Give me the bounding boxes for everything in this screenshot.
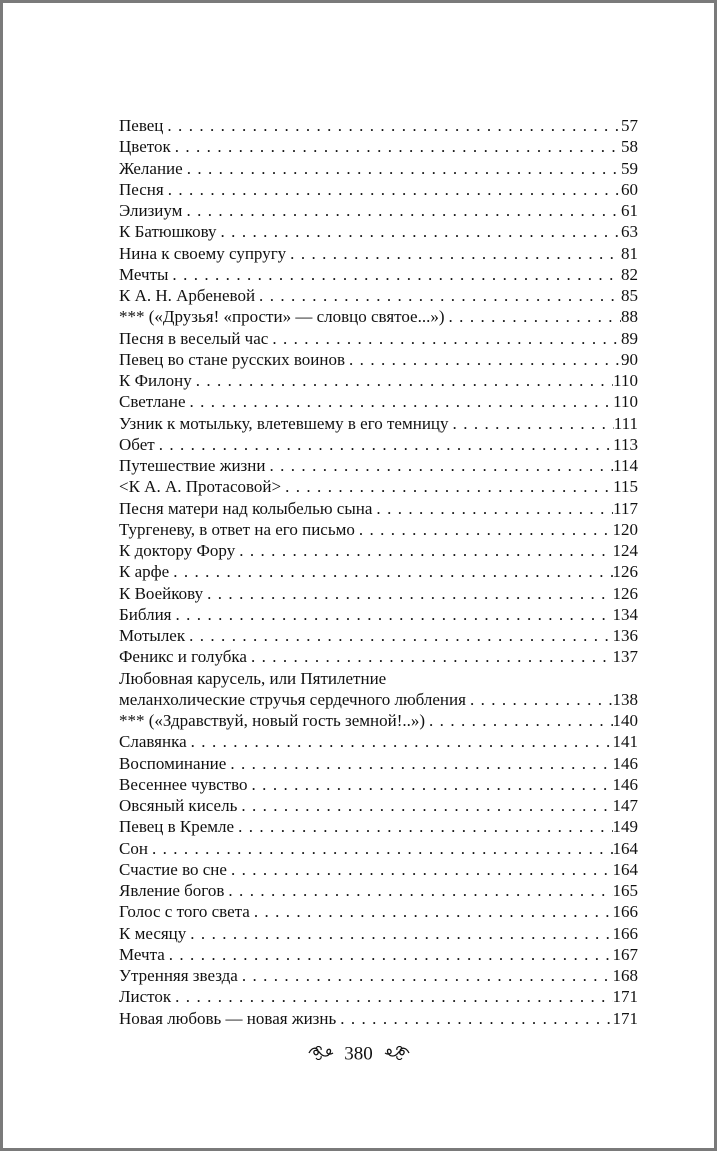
toc-entry-title: Узник к мотыльку, влетевшему в его темницу: [119, 413, 449, 433]
dot-leader: [224, 880, 612, 901]
toc-entry-page: 164: [612, 859, 638, 879]
dot-leader: [250, 901, 613, 922]
toc-entry-title: К месяцу: [119, 923, 187, 943]
dot-leader: [268, 328, 621, 349]
toc-entry: [119, 221, 638, 242]
toc-entry: [119, 434, 638, 455]
dot-leader: [226, 753, 612, 774]
toc-entry: [119, 540, 638, 561]
dot-leader: [168, 264, 621, 285]
toc-entry: [119, 965, 638, 986]
toc-entry-title: Цветок: [119, 137, 171, 157]
toc-entry: [119, 370, 638, 391]
toc-entry-title: Голос с того света: [119, 902, 250, 922]
dot-leader: [425, 710, 612, 731]
toc-entry-page: 63: [621, 222, 638, 242]
toc-entry: [119, 646, 638, 667]
toc-entry: [119, 774, 638, 795]
toc-entry-title: Листок: [119, 987, 172, 1007]
toc-entry: [119, 413, 638, 434]
dot-leader: [217, 221, 621, 242]
dot-leader: [183, 158, 621, 179]
toc-entry: [119, 158, 638, 179]
toc-entry: [119, 328, 638, 349]
toc-entry: [119, 753, 638, 774]
toc-entry-page: 57: [621, 116, 638, 135]
toc-entry-page: 134: [612, 604, 638, 624]
dot-leader: [466, 689, 613, 710]
dot-leader: [281, 476, 613, 497]
dot-leader: [345, 349, 621, 370]
toc-entry-page: 120: [612, 519, 638, 539]
toc-entry-title: Певец: [119, 116, 164, 135]
toc-entry-title-line2: меланхолические стручья сердечного любления: [119, 689, 466, 709]
dot-leader: [286, 243, 621, 264]
toc-entry-title: Песня матери над колыбелью сына: [119, 498, 373, 518]
toc-entry: [119, 795, 638, 816]
toc-entry-title: К арфе: [119, 562, 170, 582]
toc-entry-page: 58: [621, 137, 638, 157]
toc-entry-multiline: [119, 668, 638, 711]
toc-entry: [119, 710, 638, 731]
dot-leader: [355, 519, 613, 540]
toc-entry-title: Сон: [119, 838, 148, 858]
toc-entry-title: Библия: [119, 604, 172, 624]
toc-entry: [119, 625, 638, 646]
toc-entry-title: Светлане: [119, 392, 186, 412]
toc-entry: [119, 731, 638, 752]
dot-leader: [171, 986, 612, 1007]
dot-leader: [164, 179, 621, 200]
dot-leader: [187, 731, 613, 752]
toc-entry-title: Воспоминание: [119, 753, 227, 773]
dot-leader: [155, 434, 613, 455]
toc-entry: [119, 391, 638, 412]
toc-entry-title: К А. Н. Арбеневой: [119, 286, 256, 305]
toc-entry-page: 165: [612, 881, 638, 900]
toc-entry-title: К доктору Фору: [119, 541, 236, 560]
toc-entry-page: 85: [621, 286, 638, 305]
toc-entry: [119, 561, 638, 582]
dot-leader: [234, 816, 612, 837]
toc-entry-page: 146: [612, 753, 638, 773]
toc-entry: [119, 498, 638, 519]
toc-entries-group: [119, 115, 638, 668]
toc-entry: [119, 476, 638, 497]
dot-leader: [192, 370, 613, 391]
toc-entry: [119, 115, 638, 136]
toc-entry: [119, 264, 638, 285]
dot-leader: [255, 285, 621, 306]
toc-entry-title: Утренняя звезда: [119, 966, 238, 985]
toc-entry-line2: [119, 689, 638, 710]
toc-entry-page: 168: [612, 966, 638, 985]
dot-leader: [238, 965, 613, 986]
toc-entry: [119, 838, 638, 859]
toc-entry: [119, 519, 638, 540]
toc-entry-title: Феникс и голубка: [119, 647, 247, 667]
toc-entry-title: Певец в Кремле: [119, 817, 235, 837]
toc-entry-page: 126: [612, 562, 638, 582]
page-number: 380: [344, 1043, 373, 1065]
toc-entry-title: Новая любовь — новая жизнь: [119, 1008, 337, 1028]
dot-leader: [169, 561, 612, 582]
toc-entry: [119, 1008, 638, 1029]
toc-entry: [119, 243, 638, 264]
toc-entry-page: 111: [613, 413, 638, 433]
toc-entry-page: 171: [612, 1008, 638, 1028]
dot-leader: [171, 136, 621, 157]
toc-entry-page: 110: [613, 392, 638, 412]
toc-entry-page: 136: [612, 626, 638, 645]
toc-entry-page: 89: [621, 328, 638, 348]
flourish-right-icon: [384, 1044, 410, 1066]
toc-entry-page: 140: [612, 711, 638, 730]
toc-entry-page: 138: [612, 689, 638, 709]
toc-entry-title: К Воейкову: [119, 583, 204, 603]
toc-entry-page: 88: [621, 307, 638, 327]
toc-entry: [119, 901, 638, 922]
dot-leader: [163, 115, 621, 136]
toc-entry-page: 82: [621, 264, 638, 284]
toc-entry-title-line1: Любовная карусель, или Пятилетние: [119, 668, 387, 688]
toc-entry-title: Мечта: [119, 944, 165, 964]
toc-entry-title: Мечты: [119, 264, 169, 284]
toc-entry-page: 110: [613, 371, 638, 390]
toc-entry: [119, 200, 638, 221]
toc-entry-title: К Батюшкову: [119, 222, 217, 242]
toc-entry-title: Желание: [119, 158, 183, 178]
toc-entry-title: Песня: [119, 179, 164, 199]
dot-leader: [203, 583, 612, 604]
toc-entry-page: 149: [612, 817, 638, 837]
toc-entry-title: *** («Друзья! «прости» — словцо святое...»): [119, 307, 445, 327]
toc-entries-group: [119, 710, 638, 1029]
toc-entry: [119, 923, 638, 944]
toc-entry-page: 141: [612, 732, 638, 752]
toc-entry-title: Весеннее чувство: [119, 774, 248, 794]
dot-leader: [227, 859, 613, 880]
toc-entry-title: Мотылек: [119, 626, 186, 645]
dot-leader: [235, 540, 612, 561]
dot-leader: [372, 498, 613, 519]
dot-leader: [148, 838, 613, 859]
toc-entry-title: Элизиум: [119, 201, 183, 220]
toc-entry-title: Певец во стане русских воинов: [119, 349, 346, 369]
dot-leader: [186, 923, 612, 944]
toc-entry: [119, 986, 638, 1007]
toc-entry: [119, 179, 638, 200]
toc-entry-page: 166: [612, 923, 638, 943]
toc-entry-title: *** («Здравствуй, новый гость земной!..»): [119, 711, 426, 730]
toc-entry-title: Песня в веселый час: [119, 328, 269, 348]
toc-entry-title: Путешествие жизни: [119, 456, 266, 475]
toc-entry-page: 126: [612, 583, 638, 603]
toc-entry-page: 81: [621, 243, 638, 263]
toc-entry-page: 59: [621, 158, 638, 178]
toc-entry-page: 117: [613, 498, 638, 518]
toc-entry: [119, 285, 638, 306]
toc-entry: [119, 349, 638, 370]
toc-entry-title: Тургеневу, в ответ на его письмо: [119, 519, 355, 539]
toc-entry-title: Славянка: [119, 732, 187, 752]
dot-leader: [186, 391, 614, 412]
toc-entry: [119, 816, 638, 837]
dot-leader: [248, 774, 613, 795]
toc-entry-page: 167: [612, 944, 638, 964]
toc-entry-title: Овсяный кисель: [119, 796, 238, 815]
toc-entry: [119, 944, 638, 965]
toc-entry: [119, 136, 638, 157]
toc-entry: [119, 859, 638, 880]
toc-entry-page: 166: [612, 902, 638, 922]
toc-entry: [119, 604, 638, 625]
dot-leader: [336, 1008, 612, 1029]
toc-entry-page: 164: [612, 838, 638, 858]
toc-entry-title: Нина к своему супругу: [119, 243, 287, 263]
toc-entry-page: 146: [612, 774, 638, 794]
dot-leader: [165, 944, 613, 965]
toc-entry-page: 61: [621, 201, 638, 220]
toc-entry-page: 60: [621, 179, 638, 199]
toc-entry-page: 90: [621, 349, 638, 369]
toc-entry-page: 124: [612, 541, 638, 560]
dot-leader: [185, 625, 612, 646]
toc-entry: [119, 880, 638, 901]
toc-entry-page: 114: [613, 456, 638, 475]
toc-entry-page: 171: [612, 987, 638, 1007]
dot-leader: [237, 795, 612, 816]
toc-entry-title: <К А. А. Протасовой>: [119, 477, 282, 497]
table-of-contents: [119, 115, 638, 1029]
toc-entry: [119, 306, 638, 327]
toc-entry-page: 113: [613, 434, 638, 454]
dot-leader: [445, 306, 621, 327]
page-footer: [3, 1043, 714, 1066]
toc-entry-page: 147: [612, 796, 638, 815]
dot-leader: [449, 413, 614, 434]
toc-entry: [119, 583, 638, 604]
toc-entry-title: К Филону: [119, 371, 192, 390]
toc-entry: [119, 455, 638, 476]
toc-entry-title: Обет: [119, 434, 155, 454]
toc-entry-page: 115: [613, 477, 638, 497]
dot-leader: [265, 455, 613, 476]
toc-entry-title: Счастие во сне: [119, 859, 227, 879]
dot-leader: [182, 200, 621, 221]
dot-leader: [247, 646, 613, 667]
toc-entry-title: Явление богов: [119, 881, 225, 900]
flourish-left-icon: [308, 1044, 334, 1066]
dot-leader: [172, 604, 613, 625]
toc-entry-page: 137: [612, 647, 638, 667]
